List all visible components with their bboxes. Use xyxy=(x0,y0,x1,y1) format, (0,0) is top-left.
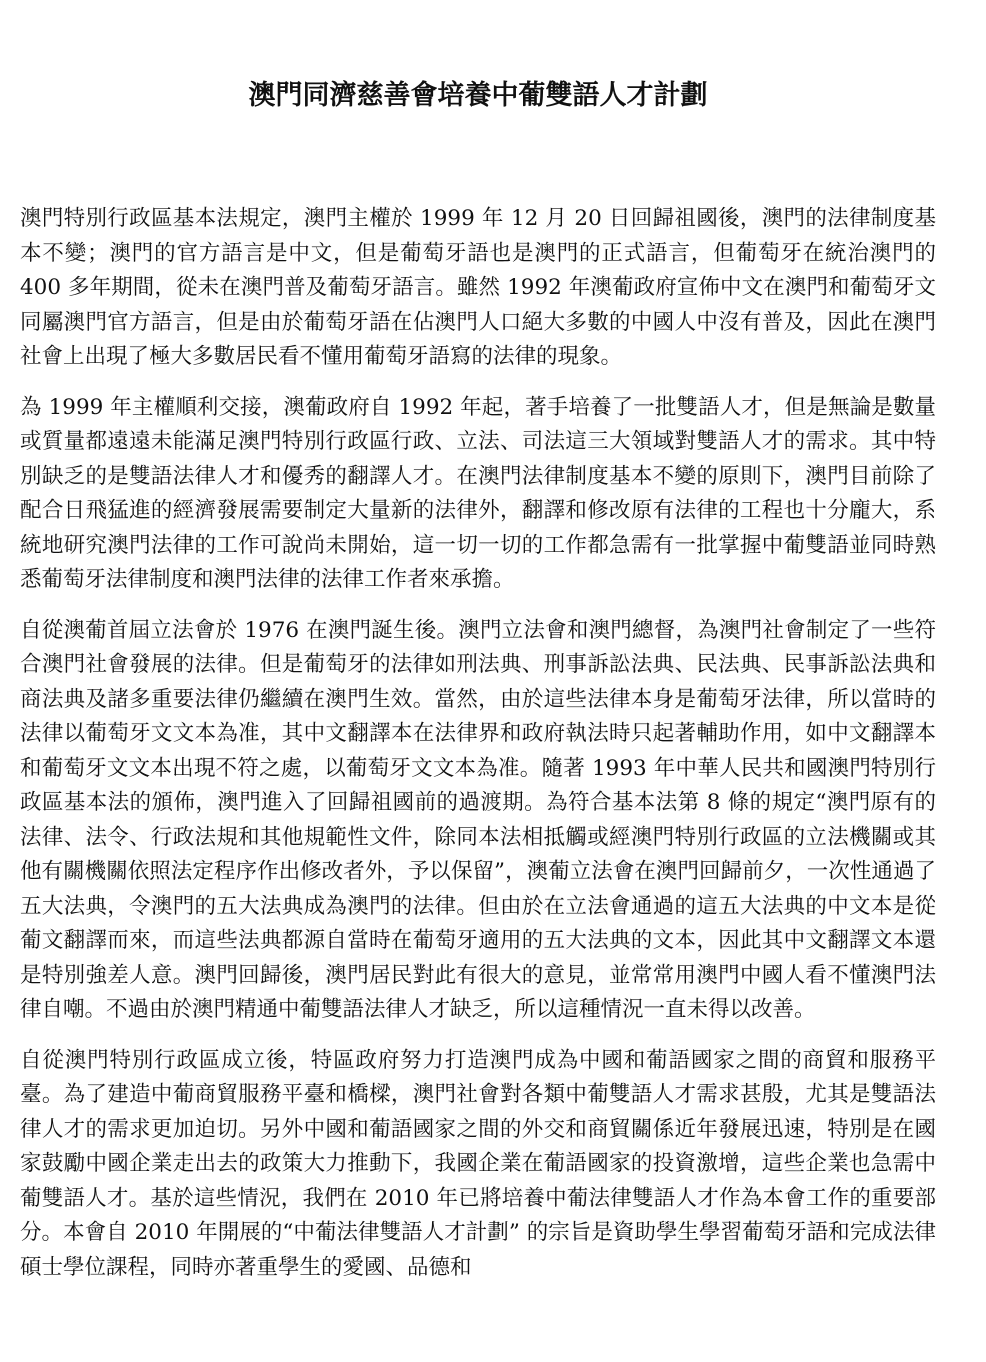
document-title: 澳門同濟慈善會培養中葡雙語人才計劃 xyxy=(248,80,708,111)
paragraph-2: 為 1999 年主權順利交接，澳葡政府自 1992 年起，著手培養了一批雙語人才，但是無論是數量或質量都遠遠未能滿足澳門特別行政區行政、立法、司法這三大領域對雙語人才的需求。其中特別缺乏的是雙語法律人才和優秀的翻譯人才。在澳門法律制度基本不變的原則下，澳門目前除了配合日飛猛進的經濟發展需要制定大量新的法律外，翻譯和修改原有法律的工程也十分龐大，系統地研究澳門法律的工作可說尚未開始，這一切一切的工作都急需有一批掌握中葡雙語並同時熟悉葡萄牙法律制度和澳門法律的法律工作者來承擔。 xyxy=(20,394,936,592)
paragraph-1: 澳門特別行政區基本法規定，澳門主權於 1999 年 12 月 20 日回歸祖國後，澳門的法律制度基本不變；澳門的官方語言是中文，但是葡萄牙語也是澳門的正式語言，但葡萄牙在統治澳門的 400 多年期間，從未在澳門普及葡萄牙語言。雖然 1992 年澳葡政府宣佈中文在澳門和葡萄牙文同屬澳門官方語言，但是由於葡萄牙語在佔澳門人口絕大多數的中國人中沒有普及，因此在澳門社會上出現了極大多數居民看不懂用葡萄牙語寫的法律的現象。 xyxy=(20,206,936,369)
paragraph-3: 自從澳葡首屆立法會於 1976 在澳門誕生後。澳門立法會和澳門總督，為澳門社會制定了一些符合澳門社會發展的法律。但是葡萄牙的法律如刑法典、刑事訴訟法典、民法典、民事訴訟法典和商法典及諸多重要法律仍繼續在澳門生效。當然，由於這些法律本身是葡萄牙法律，所以當時的法律以葡萄牙文文本為准，其中文翻譯本在法律界和政府執法時只起著輔助作用，如中文翻譯本和葡萄牙文文本出現不符之處，以葡萄牙文文本為准。隨著 1993 年中華人民共和國澳門特別行政區基本法的頒佈，澳門進入了回歸祖國前的過渡期。為符合基本法第 8 條的規定“澳門原有的法律、法令、行政法規和其他規範性文件，除同本法相抵觸或經澳門特別行政區的立法機關或其他有關機關依照法定程序作出修改者外，予以保留”，澳葡立法會在澳門回歸前夕，一次性通過了五大法典，令澳門的五大法典成為澳門的法律。但由於在立法會通過的這五大法典的中文本是從葡文翻譯而來，而這些法典都源自當時在葡萄牙適用的五大法典的文本，因此其中文翻譯文本還是特別強差人意。澳門回歸後，澳門居民對此有很大的意見，並常常用澳門中國人看不懂澳門法律自嘲。不過由於澳門精通中葡雙語法律人才缺乏，所以這種情況一直未得以改善。 xyxy=(20,617,936,1022)
paragraph-4: 自從澳門特別行政區成立後，特區政府努力打造澳門成為中國和葡語國家之間的商貿和服務平臺。為了建造中葡商貿服務平臺和橋樑，澳門社會對各類中葡雙語人才需求甚殷，尤其是雙語法律人才的需求更加迫切。另外中國和葡語國家之間的外交和商貿關係近年發展迅速，特別是在國家鼓勵中國企業走出去的政策大力推動下，我國企業在葡語國家的投資激增，這些企業也急需中葡雙語人才。基於這些情況，我們在 2010 年已將培養中葡法律雙語人才作為本會工作的重要部分。本會自 2010 年開展的“中葡法律雙語人才計劃” 的宗旨是資助學生學習葡萄牙語和完成法律碩士學位課程，同時亦著重學生的愛國、品德和 xyxy=(20,1047,936,1280)
